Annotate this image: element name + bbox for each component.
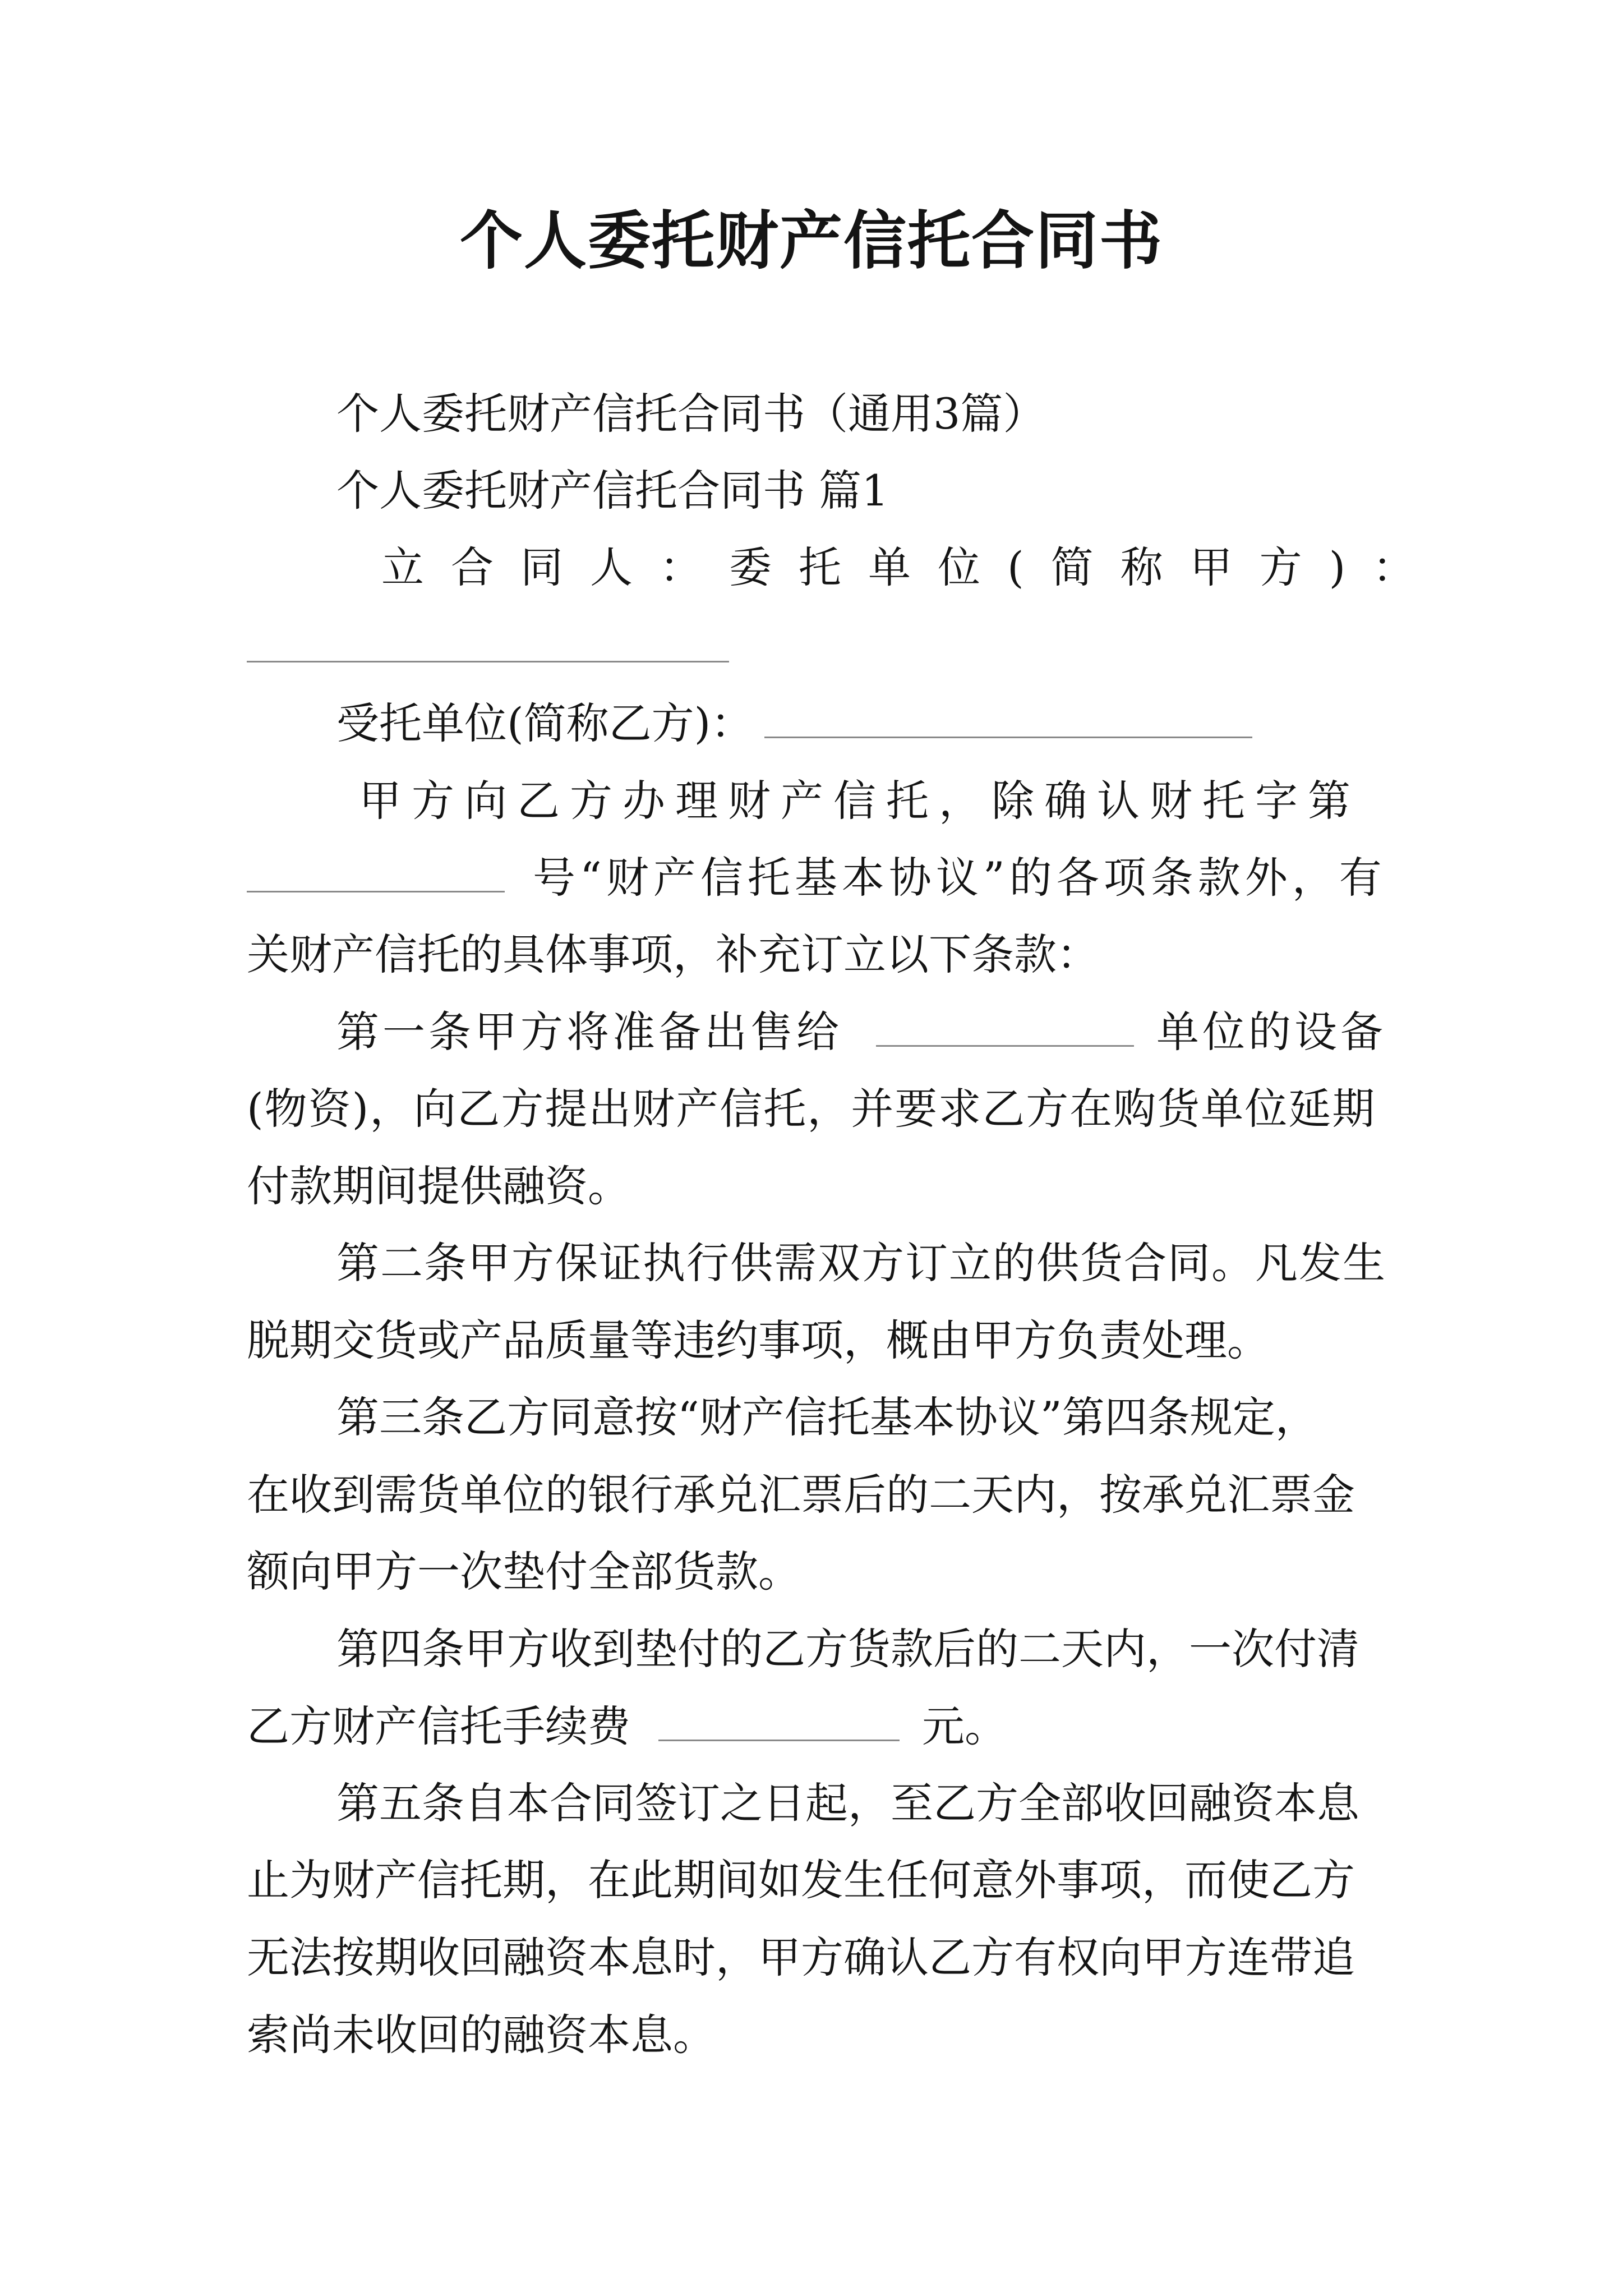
article-4-text-before: 乙方财产信托手续费 [247,1701,630,1751]
article-5-line-1: 第五条自本合同签订之日起，至乙方全部收回融资本息 [336,1778,1359,1828]
party-a-label: 立合同人：委托单位(简称甲方)： [381,542,1442,592]
article-1-text-before: 第一条甲方将准备出售给 [336,1007,842,1057]
article-1-line-2: (物资)，向乙方提出财产信托，并要求乙方在购货单位延期 [247,1084,1376,1134]
article-4-line-2 [247,1699,1007,1755]
article-4-line-1: 第四条甲方收到垫付的乙方货款后的二天内，一次付清 [336,1624,1359,1674]
article-3-line-3: 额向甲方一次垫付全部货款。 [247,1547,801,1596]
document-title: 个人委托财产信托合同书 [460,204,1163,278]
article-2-line-2: 脱期交货或产品质量等违约事项，概由甲方负责处理。 [247,1315,1270,1365]
intro-line-2-text: 号“财产信托基本协议”的各项条款外，有 [533,853,1386,903]
party-b-row [336,696,1252,752]
article-3-line-1: 第三条乙方同意按“财产信托基本协议”第四条规定， [336,1392,1318,1442]
contract-number-blank [247,852,505,892]
party-b-label: 受托单位(简称乙方)： [336,698,754,748]
party-a-blank [247,661,729,662]
intro-line-1: 甲方向乙方办理财产信托，除确认财托字第 [359,776,1361,826]
article-2-line-1: 第二条甲方保证执行供需双方订立的供货合同。凡发生 [336,1238,1386,1288]
article-4-text-after: 元。 [922,1701,1007,1751]
article-5-line-4: 索尚未收回的融资本息。 [247,2010,716,2060]
article-1-line-1 [336,1004,1386,1060]
intro-line-2 [247,850,1386,906]
buyer-unit-blank [876,1006,1134,1047]
intro-line-3: 关财产信托的具体事项，补充订立以下条款： [247,930,1099,979]
document-subtitle: 个人委托财产信托合同书（通用3篇） [336,389,1046,439]
section-heading: 个人委托财产信托合同书 篇1 [336,466,889,516]
article-3-line-2: 在收到需货单位的银行承兑汇票后的二天内，按承兑汇票金 [247,1470,1355,1520]
article-5-line-3: 无法按期收回融资本息时，甲方确认乙方有权向甲方连带追 [247,1932,1355,1982]
article-5-line-2: 止为财产信托期，在此期间如发生任何意外事项，而使乙方 [247,1855,1355,1905]
article-1-line-3: 付款期间提供融资。 [247,1161,630,1211]
article-1-text-after: 单位的设备 [1156,1007,1386,1057]
party-b-blank [764,697,1252,738]
fee-amount-blank [658,1700,900,1741]
